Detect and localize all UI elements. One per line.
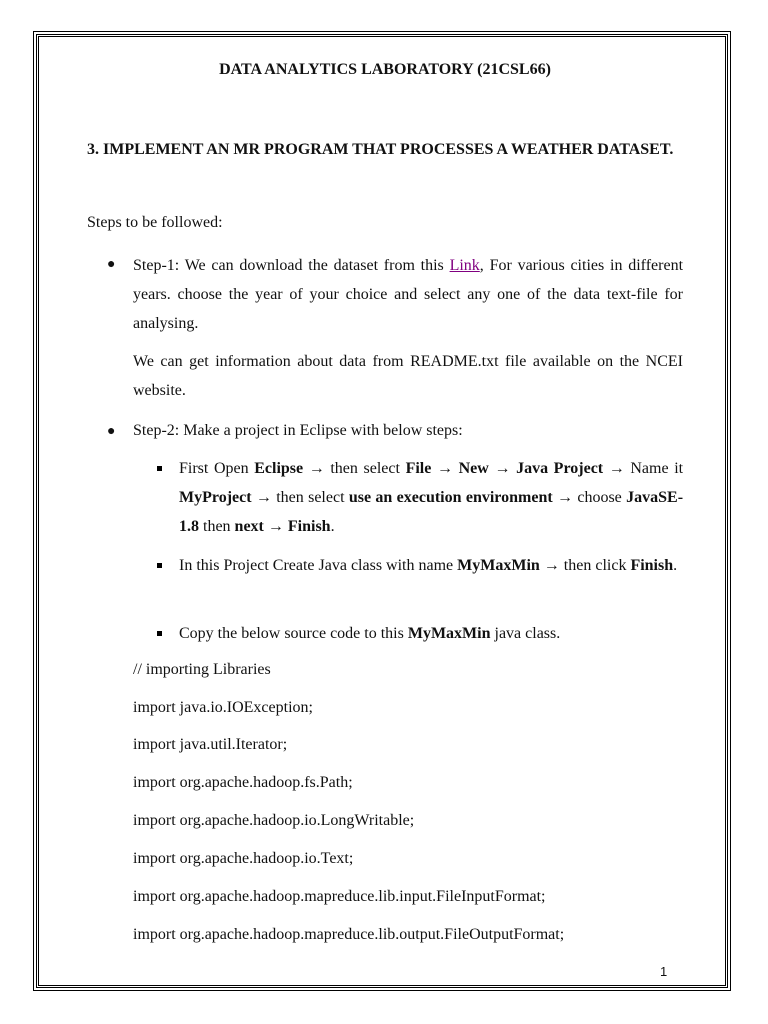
text-fragment: Finish (630, 557, 674, 574)
sub-step-1-text (179, 454, 683, 541)
text-fragment: then select (271, 489, 349, 506)
text-fragment: then (199, 518, 235, 535)
text-fragment: New (458, 460, 489, 477)
text-fragment: First Open (179, 460, 255, 477)
text-fragment: MyProject (179, 489, 252, 506)
code-line: import org.apache.hadoop.io.LongWritable; (133, 812, 415, 829)
step-2-text: Step-2: Make a project in Eclipse with below steps: (133, 422, 463, 439)
arrow-icon: → (608, 460, 625, 477)
arrow-icon: → (308, 460, 325, 477)
bullet-icon: ● (107, 424, 116, 439)
text-fragment: . (330, 518, 335, 535)
page-number: 1 (660, 964, 668, 979)
square-bullet-icon (157, 563, 162, 568)
square-bullet-icon (157, 631, 162, 636)
code-line: import org.apache.hadoop.mapreduce.lib.output.FileOutputFormat; (133, 926, 565, 943)
code-line: import org.apache.hadoop.io.Text; (133, 850, 354, 867)
text-fragment: Eclipse (254, 460, 304, 477)
step-1-text-part: , For various cities in different years. choose the year of your choice and select any one of the data text-file for analysing. (133, 257, 684, 332)
sub-step-3-text (179, 619, 683, 648)
code-line: import org.apache.hadoop.fs.Path; (133, 774, 353, 791)
text-fragment: . (673, 557, 678, 574)
arrow-icon: → (267, 518, 284, 535)
text-fragment: In this Project Create Java class with name (179, 557, 458, 574)
step-1-text-part: Step-1: We can download the dataset from this (133, 257, 450, 274)
text-fragment: next (234, 518, 264, 535)
text-fragment: use an execution environment (348, 489, 553, 506)
arrow-icon: → (543, 557, 560, 574)
section-title: 3. IMPLEMENT AN MR PROGRAM THAT PROCESSES A WEATHER DATASET. (87, 141, 674, 158)
sub-step-2-text (179, 551, 683, 580)
steps-label: Steps to be followed: (87, 214, 223, 231)
arrow-icon: → (255, 489, 272, 506)
header-title: DATA ANALYTICS LABORATORY (21CSL66) (219, 61, 551, 78)
text-fragment: choose (573, 489, 627, 506)
arrow-icon: → (494, 460, 511, 477)
arrow-icon: → (436, 460, 453, 477)
text-fragment: JavaSE-1.8 (179, 489, 684, 535)
arrow-icon: → (557, 489, 574, 506)
step-1-text (133, 251, 683, 338)
dataset-link[interactable]: Link (449, 257, 480, 274)
text-fragment: Copy the below source code to this (179, 625, 408, 642)
text-fragment: MyMaxMin (407, 625, 491, 642)
code-comment: // importing Libraries (133, 661, 271, 678)
code-line: import java.io.IOException; (133, 699, 313, 716)
text-fragment: MyMaxMin (457, 557, 540, 574)
text-fragment: Finish (287, 518, 331, 535)
text-fragment: File (405, 460, 432, 477)
text-fragment: then select (324, 460, 406, 477)
step-1-note: We can get information about data from README.txt file available on the NCEI website. (133, 353, 683, 399)
text-fragment: Name it (630, 460, 684, 477)
text-fragment: Java Project (516, 460, 604, 477)
text-fragment: java class. (490, 625, 561, 642)
text-fragment: then click (559, 557, 631, 574)
bullet-icon: ● (107, 257, 116, 272)
square-bullet-icon (157, 466, 162, 471)
code-line: import java.util.Iterator; (133, 736, 288, 753)
code-line: import org.apache.hadoop.mapreduce.lib.input.FileInputFormat; (133, 888, 546, 905)
